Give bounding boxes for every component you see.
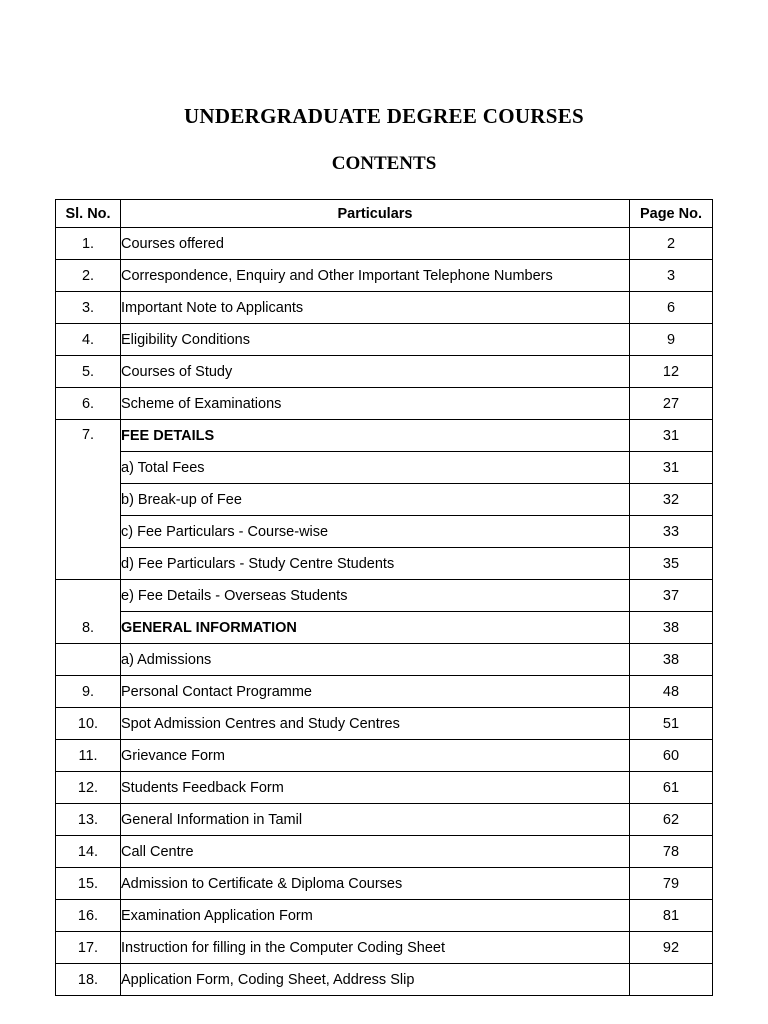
row-page-no: 31	[630, 420, 713, 452]
row-particulars: Scheme of Examinations	[121, 388, 630, 420]
row-sl-no: 11.	[56, 740, 121, 772]
row-sl-no: 14.	[56, 836, 121, 868]
row-particulars: a) Total Fees	[121, 452, 630, 484]
row-page-no: 81	[630, 900, 713, 932]
row-page-no: 33	[630, 516, 713, 548]
table-row	[56, 964, 713, 996]
row-page-no: 9	[630, 324, 713, 356]
row-page-no: 79	[630, 868, 713, 900]
header-particulars: Particulars	[121, 200, 630, 228]
row-sl-no: 12.	[56, 772, 121, 804]
header-sl-no: Sl. No.	[56, 200, 121, 228]
contents-heading: CONTENTS	[331, 153, 437, 174]
row-sl-no: 6.	[56, 388, 121, 420]
row-page-no: 35	[630, 548, 713, 580]
row-particulars: Courses offered	[121, 228, 630, 260]
row-page-no: 38	[630, 612, 713, 644]
table-row	[56, 260, 713, 292]
row-sl-no: 16.	[56, 900, 121, 932]
row-page-no: 51	[630, 708, 713, 740]
row-page-no	[630, 964, 713, 996]
row-particulars: Instruction for filling in the Computer Coding Sheet	[121, 932, 630, 964]
row-particulars: Eligibility Conditions	[121, 324, 630, 356]
row-sl-no: 13.	[56, 804, 121, 836]
table-row	[56, 644, 713, 676]
table-row	[56, 388, 713, 420]
table-row	[56, 484, 713, 516]
table-row	[56, 420, 713, 452]
row-particulars: Personal Contact Programme	[121, 676, 630, 708]
row-particulars: Important Note to Applicants	[121, 292, 630, 324]
table-row	[56, 740, 713, 772]
row-page-no: 12	[630, 356, 713, 388]
row-particulars: c) Fee Particulars - Course-wise	[121, 516, 630, 548]
row-particulars: e) Fee Details - Overseas Students	[121, 580, 630, 612]
table-row	[56, 932, 713, 964]
table-row	[56, 900, 713, 932]
table-row	[56, 772, 713, 804]
row-page-no: 62	[630, 804, 713, 836]
header-page-no: Page No.	[630, 200, 713, 228]
row-page-no: 32	[630, 484, 713, 516]
row-page-no: 60	[630, 740, 713, 772]
row-sl-no: 8.	[56, 580, 121, 644]
table-row	[56, 580, 713, 612]
table-row	[56, 356, 713, 388]
row-particulars: Students Feedback Form	[121, 772, 630, 804]
row-sl-no: 10.	[56, 708, 121, 740]
table-row	[56, 452, 713, 484]
row-page-no: 38	[630, 644, 713, 676]
row-particulars: Grievance Form	[121, 740, 630, 772]
row-page-no: 31	[630, 452, 713, 484]
table-row	[56, 548, 713, 580]
row-sl-no: 15.	[56, 868, 121, 900]
row-particulars: d) Fee Particulars - Study Centre Students	[121, 548, 630, 580]
table-row	[56, 868, 713, 900]
row-page-no: 27	[630, 388, 713, 420]
table-header-row	[56, 200, 713, 228]
row-particulars: Application Form, Coding Sheet, Address Slip	[121, 964, 630, 996]
row-sl-no: 1.	[56, 228, 121, 260]
row-particulars: Correspondence, Enquiry and Other Important Telephone Numbers	[121, 260, 630, 292]
row-page-no: 37	[630, 580, 713, 612]
row-sl-no: 4.	[56, 324, 121, 356]
row-page-no: 92	[630, 932, 713, 964]
row-page-no: 78	[630, 836, 713, 868]
row-sl-no: 3.	[56, 292, 121, 324]
document-title: UNDERGRADUATE DEGREE COURSES	[183, 104, 585, 128]
table-row	[56, 228, 713, 260]
row-particulars: b) Break-up of Fee	[121, 484, 630, 516]
row-particulars: Admission to Certificate & Diploma Courses	[121, 868, 630, 900]
row-sl-no	[56, 644, 121, 676]
row-page-no: 48	[630, 676, 713, 708]
row-particulars: FEE DETAILS	[121, 420, 630, 452]
row-page-no: 2	[630, 228, 713, 260]
table-row	[56, 708, 713, 740]
contents-table	[55, 199, 713, 996]
table-row	[56, 612, 713, 644]
row-particulars: a) Admissions	[121, 644, 630, 676]
table-row	[56, 836, 713, 868]
table-row	[56, 324, 713, 356]
table-row	[56, 292, 713, 324]
row-sl-no: 7.	[56, 420, 121, 580]
row-sl-no: 2.	[56, 260, 121, 292]
row-sl-no: 9.	[56, 676, 121, 708]
table-row	[56, 676, 713, 708]
row-particulars: Call Centre	[121, 836, 630, 868]
table-row	[56, 516, 713, 548]
row-particulars: General Information in Tamil	[121, 804, 630, 836]
row-particulars: Courses of Study	[121, 356, 630, 388]
row-particulars: Spot Admission Centres and Study Centres	[121, 708, 630, 740]
row-sl-no: 17.	[56, 932, 121, 964]
row-page-no: 3	[630, 260, 713, 292]
table-row	[56, 804, 713, 836]
row-page-no: 6	[630, 292, 713, 324]
row-sl-no: 18.	[56, 964, 121, 996]
row-sl-no: 5.	[56, 356, 121, 388]
row-particulars: GENERAL INFORMATION	[121, 612, 630, 644]
row-particulars: Examination Application Form	[121, 900, 630, 932]
row-page-no: 61	[630, 772, 713, 804]
